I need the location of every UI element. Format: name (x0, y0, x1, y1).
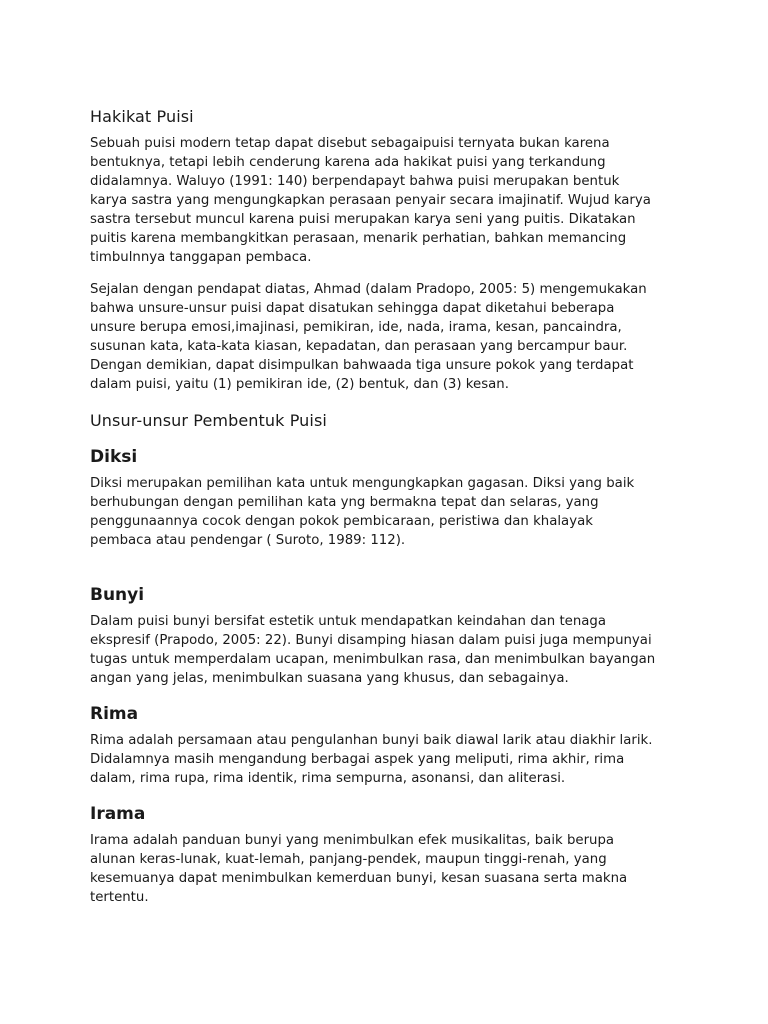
heading-hakikat-puisi: Hakikat Puisi (90, 107, 194, 126)
paragraph-diksi: Diksi merupakan pemilihan kata untuk mengungkapkan gagasan. Diksi yang baik berhubungan dengan pemilihan kata yng bermakna tepat dan selaras, yang penggunaannya cocok dengan pokok pembicaraan, peristiwa dan khalayak pembaca atau pendengar ( Suroto, 1989: 112). (90, 476, 635, 548)
heading-bunyi: Bunyi (90, 585, 145, 605)
heading-unsur-pembentuk: Unsur-unsur Pembentuk Puisi (90, 411, 327, 430)
paragraph-bunyi: Dalam puisi bunyi bersifat estetik untuk mendapatkan keindahan dan tenaga ekspresif (Prapodo, 2005: 22). Bunyi disamping hiasan dalam puisi juga mempunyai tugas untuk memperdalam ucapan, menimbulkan rasa, dan menimbulkan bayangan angan yang jelas, menimbulkan suasana yang khusus, dan sebagainya. (90, 614, 656, 686)
paragraph-hakikat-1: Sebuah puisi modern tetap dapat disebut sebagaipuisi ternyata bukan karena bentuknya, tetapi lebih cenderung karena ada hakikat puisi yang terkandung didalamnya. Waluyo (1991: 140) berpendapayt bahwa puisi merupakan bentuk karya sastra yang mengungkapkan perasaan penyair secara imajinatif. Wujud karya sastra tersebut muncul karena puisi merupakan karya seni yang puitis. Dikatakan puitis karena membangkitkan perasaan, menarik perhatian, bahkan memancing timbulnnya tanggapan pembaca. (90, 136, 651, 265)
heading-rima: Rima (90, 704, 139, 724)
heading-irama: Irama (90, 804, 146, 824)
paragraph-rima: Rima adalah persamaan atau pengulanhan bunyi baik diawal larik atau diakhir larik. Didalamnya masih mengandung berbagai aspek yang meliputi, rima akhir, rima dalam, rima rupa, rima identik, rima sempurna, asonansi, dan aliterasi. (90, 733, 653, 786)
document-page (90, 106, 690, 907)
paragraph-irama: Irama adalah panduan bunyi yang menimbulkan efek musikalitas, baik berupa alunan keras-lunak, kuat-lemah, panjang-pendek, maupun tinggi-renah, yang kesemuanya dapat menimbulkan kemerduan bunyi, kesan suasana serta makna tertentu. (90, 833, 628, 905)
paragraph-hakikat-2: Sejalan dengan pendapat diatas, Ahmad (dalam Pradopo, 2005: 5) mengemukakan bahwa unsure-unsur puisi dapat disatukan sehingga dapat diketahui beberapa unsure berupa emosi,imajinasi, pemikiran, ide, nada, irama, kesan, pancaindra, susunan kata, kata-kata kiasan, kepadatan, dan perasaan yang bercampur baur. Dengan demikian, dapat disimpulkan bahwaada tiga unsure pokok yang terdapat dalam puisi, yaitu (1) pemikiran ide, (2) bentuk, dan (3) kesan. (90, 282, 647, 392)
heading-diksi: Diksi (90, 447, 138, 467)
